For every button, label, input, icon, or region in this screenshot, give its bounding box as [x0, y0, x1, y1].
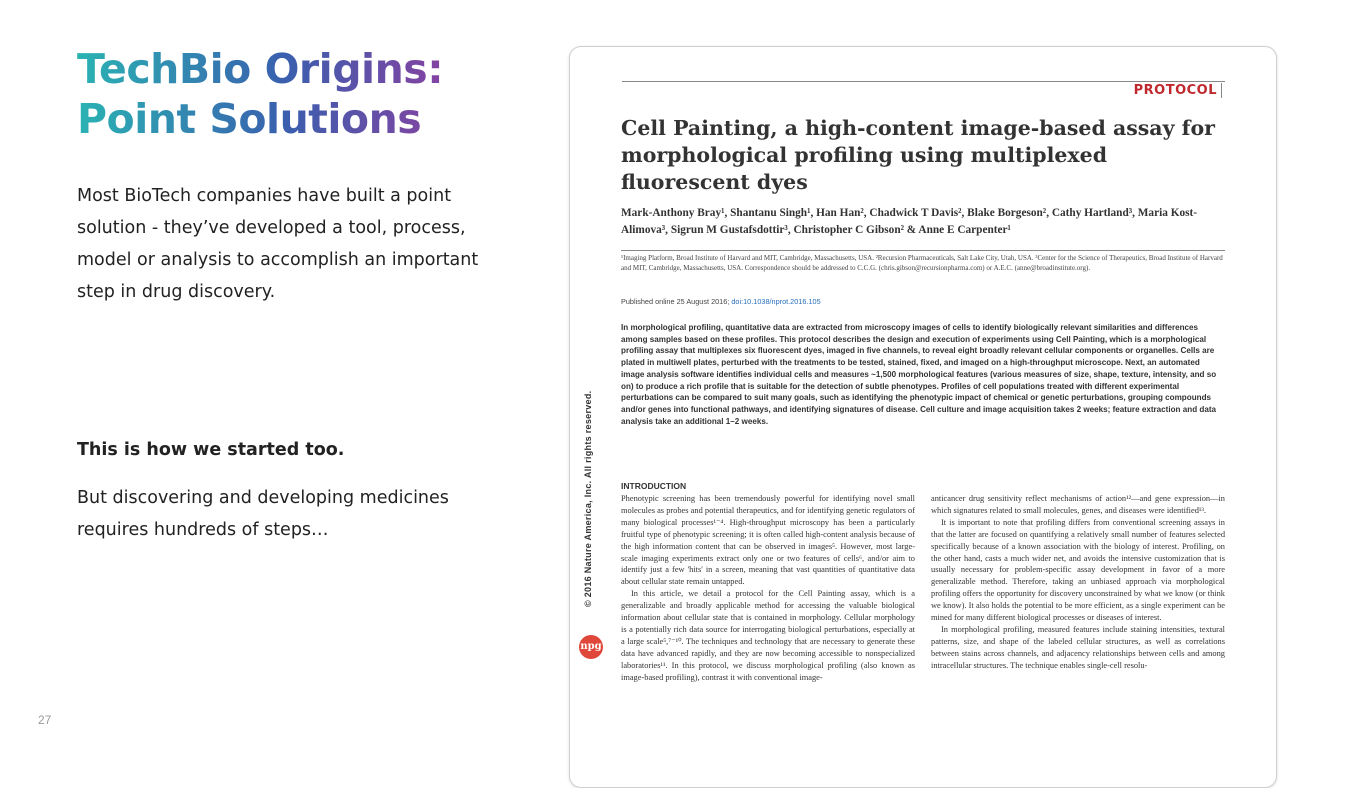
paper-title: Cell Painting, a high-content image-based assay for morphological profiling using multiplexed fluorescent dyes [621, 116, 1215, 194]
doi-link: doi:10.1038/nprot.2016.105 [731, 297, 821, 306]
column-paragraph: In this article, we detail a protocol for the Cell Painting assay, which is a generalizable and broadly applicable method for accessing the valuable biological information about cellular state that is contained in morphology. Cellular morphology is a potentially rich data source for interrogating biological perturbations, especially at a large scale⁵,⁷⁻¹⁰. The techniques and technology that are necessary to generate these data have advanced rapidly, and they are now becoming accessible to nonspecialized laboratories¹¹. In this protocol, we discuss morphological profiling (also known as image-based profiling), contrast it with conventional image- [621, 589, 915, 682]
intro-paragraph: Most BioTech companies have built a point solution - they’ve developed a tool, process, model or analysis to accomplish an important step in drug discovery. [77, 186, 479, 302]
introduction-heading: INTRODUCTION [621, 481, 687, 491]
paper-affiliations: ¹Imaging Platform, Broad Institute of Harvard and MIT, Cambridge, Massachusetts, USA. ²Recursion Pharmaceuticals, Salt Lake City, Utah, USA. ³Center for the Science of Therapeutics, Broad Institute of Harvard and MIT, Cambridge, Massachusetts, USA. Correspondence should be addressed to C.C.G. (chris.gibson@recursionpharma.com) or A.E.C. (anne@broadinstitute.org). [621, 254, 1223, 272]
top-rule [622, 81, 1225, 82]
slide-title [77, 44, 537, 144]
column-paragraph: anticancer drug sensitivity reflect mechanisms of action¹²—and gene expression—in which signatures related to small molecules, genes, and diseases were identified¹³. [931, 494, 1225, 515]
column-paragraph: Phenotypic screening has been tremendously powerful for identifying novel small molecules as probes and potential therapeutics, and for identifying genetic regulators of many biological processes¹⁻⁴. High-throughput microscopy has been a particularly fruitful type of phenotypic screening; it is often called high-content analysis because of the high information content that can be observed in images⁵. However, most large-scale imaging experiments extract only one or two features of cells⁶, and/or aim to identify just a few 'hits' in a screen, meaning that vast quantities of quantitative data about cellular state remain untapped. [621, 494, 915, 587]
title-line-1: TechBio Origins: [77, 45, 444, 93]
closing-paragraph: But discovering and developing medicines requires hundreds of steps… [77, 488, 449, 540]
column-paragraph: In morphological profiling, measured features include staining intensities, textural patterns, size, and shape of the labeled cellular structures, as well as correlations between stains across channels, and adjacency relationships between cells and among intracellular structures. The technique enables single-cell resolu- [931, 624, 1225, 670]
copyright-notice: © 2016 Nature America, Inc. All rights reserved. [583, 390, 593, 607]
publication-info [621, 297, 1225, 306]
paper-abstract: In morphological profiling, quantitative data are extracted from microscopy images of cells to identify biologically relevant similarities and differences among samples based on these profiles. This protocol describes the design and execution of experiments using Cell Painting, which is a morphological profiling assay that multiplexes six fluorescent dyes, imaged in five channels, to reveal eight broadly relevant cellular components or organelles. Cells are plated in multiwell plates, perturbed with the treatments to be tested, stained, fixed, and imaged on a high-throughput microscope. Next, an automated image analysis software identifies individual cells and measures ~1,500 morphological features (various measures of size, shape, texture, intensity, and so on) to produce a rich profile that is suitable for the detection of subtle phenotypes. Profiles of cell populations treated with different experimental perturbations can be compared to suit many goals, such as identifying the phenotypic impact of chemical or genetic perturbations, grouping compounds and/or genes into functional pathways, and identifying signatures of disease. Cell culture and image acquisition takes 2 weeks; feature extraction and data analysis take an additional 1–2 weeks. [621, 323, 1217, 426]
page-number: 27 [38, 713, 52, 727]
text-column-right [931, 493, 1225, 672]
author-rule [621, 250, 1225, 251]
text-column-left [621, 493, 915, 684]
published-date: Published online 25 August 2016; [621, 297, 730, 306]
section-label: PROTOCOL [1134, 83, 1222, 98]
paper-authors: Mark-Anthony Bray¹, Shantanu Singh¹, Han Han², Chadwick T Davis², Blake Borgeson², Cathy Hartland³, Maria Kost-Alimova³, Sigrun M Gustafsdottir³, Christopher C Gibson² & Anne E Carpenter¹ [621, 207, 1198, 236]
emphasis-statement: This is how we started too. [77, 440, 345, 460]
npg-logo-icon: npg [579, 635, 603, 659]
paper-screenshot [569, 46, 1277, 788]
column-paragraph: It is important to note that profiling differs from conventional screening assays in that the latter are focused on quantifying a relatively small number of features selected specifically because of a known association with the biology of interest. Profiling, on the other hand, casts a much wider net, and avoids the intensive customization that is usually necessary for problem-specific assay development in favor of a more generalizable method. Therefore, taking an unbiased approach via morphological profiling offers the opportunity for discovery unconstrained by what we know (or think we know). It also holds the potential to be more efficient, as a single experiment can be mined for many different biological processes or diseases of interest. [931, 517, 1225, 623]
title-line-2: Point Solutions [77, 95, 422, 143]
